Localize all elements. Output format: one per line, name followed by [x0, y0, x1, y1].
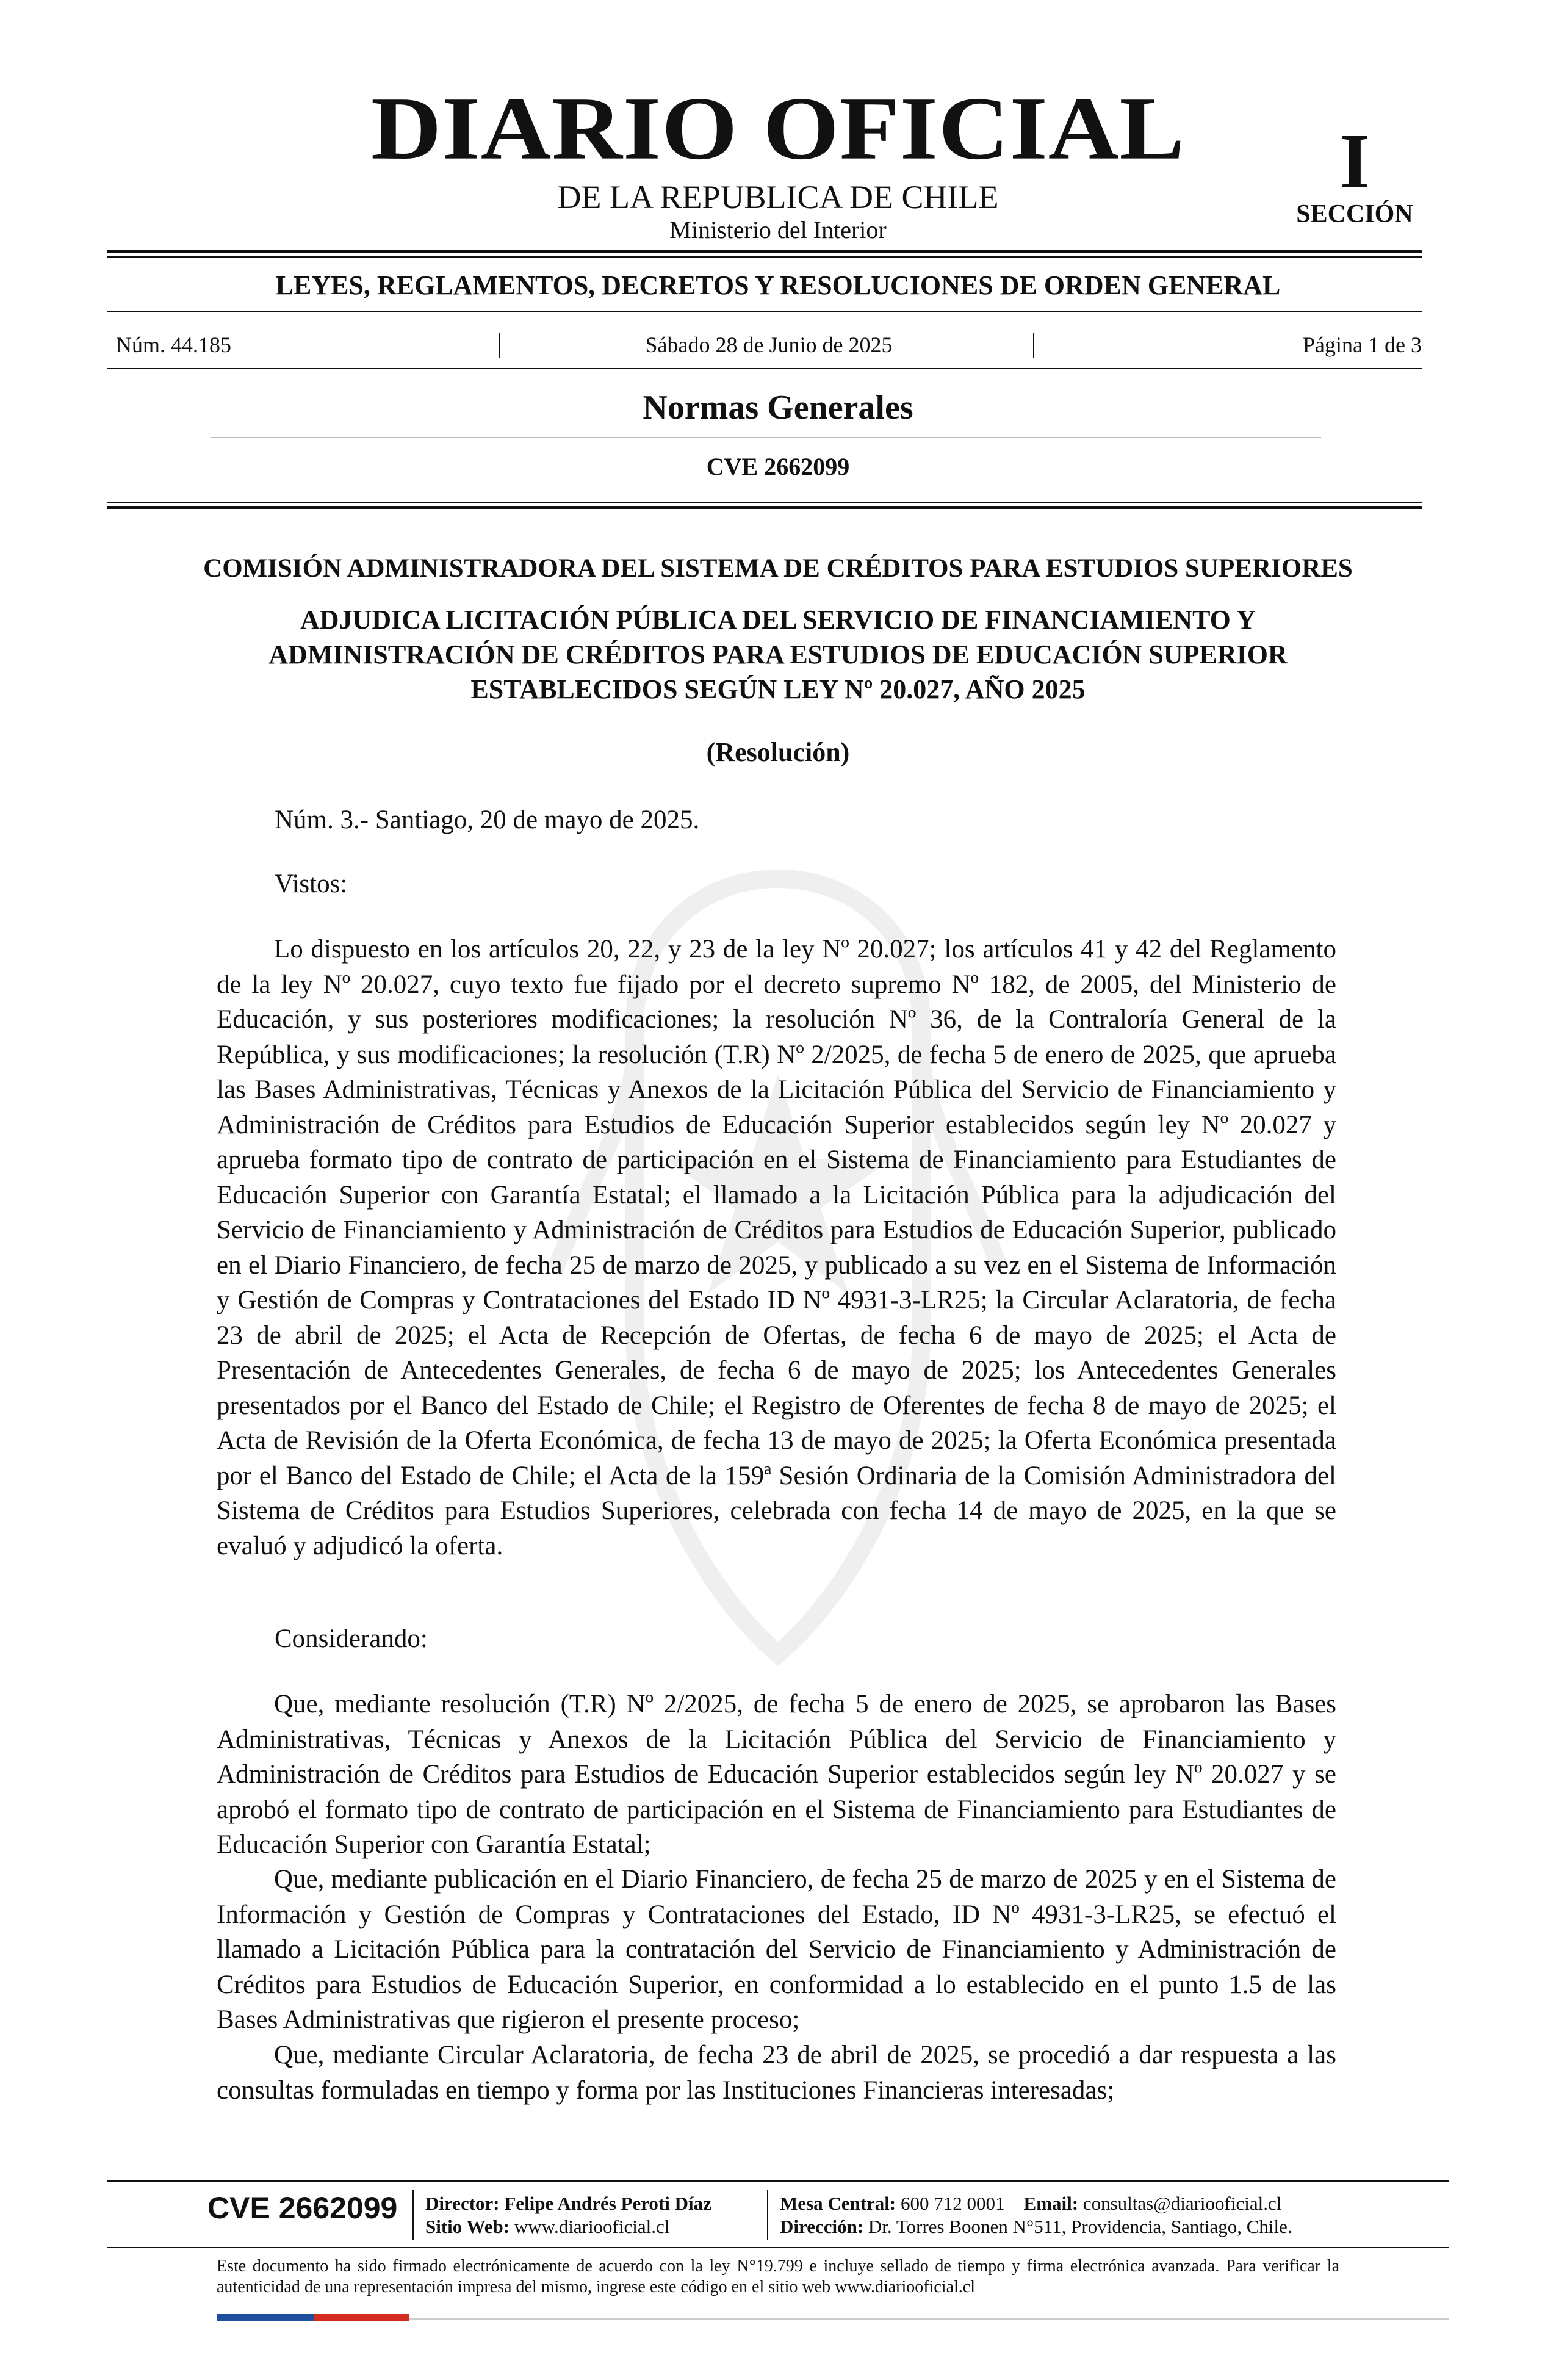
- footer-divider: [412, 2190, 414, 2240]
- considerando-paragraph: Que, mediante resolución (T.R) Nº 2/2025, de fecha 5 de enero de 2025, se aprobaron las Bases Administrativas, Técnicas y Anexos de la Licitación Pública del Servicio de Financiamiento y Administración de Créditos para Estudios de Educación Superior establecidos según ley Nº 20.027 y se aprobó el formato tipo de contrato de participación en el Sistema de Financiamiento para Estudiantes de Educación Superior con Garantía Estatal;: [217, 1690, 1336, 1859]
- cve-rule-thin: [107, 502, 1422, 503]
- footer-rule: [107, 2180, 1449, 2182]
- masthead-subtitle: DE LA REPUBLICA DE CHILE: [557, 179, 999, 215]
- issue-rule: [107, 368, 1422, 369]
- considerando-paragraph: Que, mediante Circular Aclaratoria, de fecha 23 de abril de 2025, se procedió a dar respuesta a las consultas formuladas en tiempo y forma por las Instituciones Financieras interesadas;: [217, 2041, 1336, 2105]
- issue-separator: [1033, 333, 1034, 358]
- email-label: Email:: [1023, 2193, 1079, 2214]
- director-label: Director:: [425, 2193, 500, 2214]
- issue-separator: [499, 333, 500, 358]
- cve-code: CVE 2662099: [706, 453, 850, 480]
- email-link[interactable]: consultas@diariooficial.cl: [1082, 2193, 1282, 2214]
- vistos-label: Vistos:: [275, 870, 348, 898]
- issue-number: Núm. 44.185: [116, 333, 231, 357]
- footer-director-block: [425, 2192, 711, 2238]
- category-rule: [211, 437, 1321, 438]
- phone-label: Mesa Central:: [780, 2193, 896, 2214]
- section-number: I: [1339, 118, 1370, 204]
- website-link[interactable]: www.diariooficial.cl: [514, 2216, 670, 2237]
- website-label: Sitio Web:: [425, 2216, 510, 2237]
- issue-date: Sábado 28 de Junio de 2025: [645, 333, 893, 357]
- flag-stripe-blue: [217, 2314, 314, 2321]
- category-heading: Normas Generales: [643, 389, 913, 427]
- footer-rule-lower: [107, 2247, 1449, 2248]
- signature-note: Este documento ha sido firmado electrónicamente de acuerdo con la ley N°19.799 e incluye sellado de tiempo y firma electrónica avanzada. Para verificar la autenticidad de una representación impresa del mismo, ingrese este código en el sitio web www.diariooficial.cl: [217, 2257, 1339, 2296]
- ministry-label: Ministerio del Interior: [669, 216, 887, 243]
- address-label: Dirección:: [780, 2216, 864, 2237]
- address-text: Dr. Torres Boonen N°511, Providencia, Santiago, Chile.: [868, 2216, 1292, 2237]
- flag-stripe-red: [314, 2314, 409, 2321]
- document-title: ADJUDICA LICITACIÓN PÚBLICA DEL SERVICIO DE FINANCIAMIENTO Y ADMINISTRACIÓN DE CRÉDITOS PARA ESTUDIOS DE EDUCACIÓN SUPERIOR ESTABLECIDOS SEGÚN LEY Nº 20.027, AÑO 2025: [268, 605, 1288, 704]
- header-rule-thick: [107, 250, 1422, 253]
- footer-cve-code: CVE 2662099: [207, 2191, 398, 2225]
- director-name: Felipe Andrés Peroti Díaz: [504, 2193, 711, 2214]
- footer-contact-block: [780, 2192, 1292, 2238]
- headline-rule: [107, 311, 1422, 312]
- vistos-paragraph: Lo dispuesto en los artículos 20, 22, y 23 de la ley Nº 20.027; los artículos 41 y 42 del Reglamento de la ley Nº 20.027, cuyo texto fue fijado por el decreto supremo Nº 182, de 2005, del Ministerio de Educación, y sus posteriores modificaciones; la resolución Nº 36, de la Contraloría General de la República, y sus modificaciones; la resolución (T.R) Nº 2/2025, de fecha 5 de enero de 2025, que aprueba las Bases Administrativas, Técnicas y Anexos de la Licitación Pública del Servicio de Financiamiento y Administración de Créditos para Estudios de Educación Superior establecidos según ley Nº 20.027 y aprueba formato tipo de contrato de participación en el Sistema de Financiamiento para Estudiantes de Educación Superior con Garantía Estatal; el llamado a la Licitación Pública para la adjudicación del Servicio de Financiamiento y Administración de Créditos para Estudios de Educación Superior, publicado en el Diario Financiero, de fecha 25 de marzo de 2025, y publicado a su vez en el Sistema de Información y Gestión de Compras y Contrataciones del Estado ID Nº 4931-3-LR25; la Circular Aclaratoria, de fecha 23 de abril de 2025; el Acta de Recepción de Ofertas, de fecha 6 de mayo de 2025; el Acta de Presentación de Antecedentes Generales, de fecha 6 de mayo de 2025; los Antecedentes Generales presentados por el Banco del Estado de Chile; el Registro de Oferentes de fecha 8 de mayo de 2025; el Acta de Revisión de la Oferta Económica, de fecha 13 de mayo de 2025; la Oferta Económica presentada por el Banco del Estado de Chile; el Acta de la 159ª Sesión Ordinaria de la Comisión Administradora del Sistema de Créditos para Estudios Superiores, celebrada con fecha 14 de mayo de 2025, en la que se evaluó y adjudicó la oferta.: [217, 935, 1336, 1560]
- issuing-entity: COMISIÓN ADMINISTRADORA DEL SISTEMA DE CRÉDITOS PARA ESTUDIOS SUPERIORES: [203, 554, 1353, 583]
- cve-rule-thick: [107, 506, 1422, 509]
- footer-divider: [767, 2190, 768, 2240]
- considerando-label: Considerando:: [275, 1625, 428, 1653]
- section-headline: LEYES, REGLAMENTOS, DECRETOS Y RESOLUCIONES DE ORDEN GENERAL: [275, 270, 1281, 300]
- section-label: SECCIÓN: [1296, 200, 1413, 228]
- phone-number: 600 712 0001: [901, 2193, 1005, 2214]
- document-type: (Resolución): [706, 737, 850, 767]
- page-indicator: Página 1 de 3: [1303, 333, 1422, 357]
- flag-stripe-line: [409, 2318, 1449, 2320]
- resolution-number-date: Núm. 3.- Santiago, 20 de mayo de 2025.: [275, 806, 700, 834]
- considerando-paragraph: Que, mediante publicación en el Diario Financiero, de fecha 25 de marzo de 2025 y en el Sistema de Información y Gestión de Compras y Contrataciones del Estado, ID Nº 4931-3-LR25, se efectuó el llamado a Licitación Pública para la contratación del Servicio de Financiamiento y Administración de Créditos para Estudios de Educación Superior, en conformidad a lo establecido en el punto 1.5 de las Bases Administrativas que rigieron el presente proceso;: [217, 1865, 1336, 2034]
- header-rule-thin: [107, 256, 1422, 258]
- masthead-title: DIARIO OFICIAL: [370, 78, 1186, 178]
